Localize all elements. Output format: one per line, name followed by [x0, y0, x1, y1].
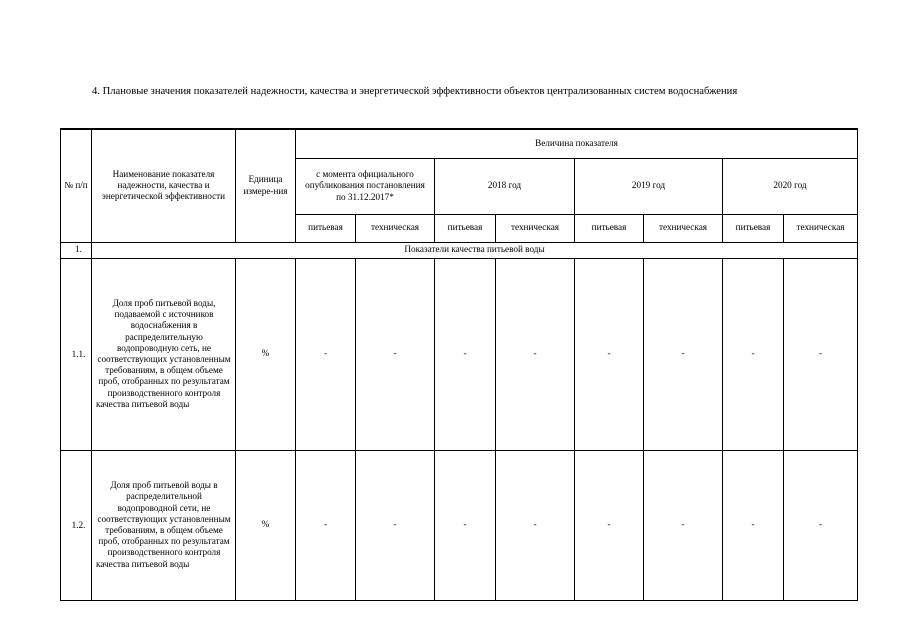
value-cell: - [784, 450, 858, 600]
value-cell: - [723, 450, 784, 600]
section-title: Показатели качества питьевой воды [92, 242, 858, 258]
row-number: 1.1. [61, 258, 92, 450]
value-cell: - [644, 258, 723, 450]
unit-cell: % [236, 450, 296, 600]
subheader-technical: техническая [496, 214, 575, 242]
value-cell: - [784, 258, 858, 450]
value-cell: - [296, 450, 356, 600]
section-number: 1. [61, 242, 92, 258]
header-period-initial: с момента официального опубликования постановления по 31.12.2017* [296, 158, 435, 214]
table-row [61, 450, 858, 600]
value-cell: - [356, 258, 435, 450]
subheader-drinking: питьевая [575, 214, 644, 242]
section-heading: 4. Плановые значения показателей надежности, качества и энергетической эффективности объектов централизованных систем водоснабжения [92, 86, 738, 97]
value-cell: - [575, 258, 644, 450]
header-indicator-name: Наименование показателя надежности, качества и энергетической эффективности [92, 129, 236, 242]
subheader-technical: техническая [644, 214, 723, 242]
header-unit: Единица измере-ния [236, 129, 296, 242]
row-number: 1.2. [61, 450, 92, 600]
indicator-name: Доля проб питьевой воды в распределительной водопроводной сети, не соответствующих установленным требованиям, в общем объеме проб, отобранных по результатам производственного контроля качества питьевой воды [92, 450, 236, 600]
subheader-drinking: питьевая [723, 214, 784, 242]
subheader-technical: техническая [784, 214, 858, 242]
header-period-2020: 2020 год [723, 158, 858, 214]
value-cell: - [356, 450, 435, 600]
indicators-table [60, 128, 858, 601]
unit-cell: % [236, 258, 296, 450]
value-cell: - [435, 258, 496, 450]
value-cell: - [575, 450, 644, 600]
table-row [61, 258, 858, 450]
value-cell: - [435, 450, 496, 600]
value-cell: - [296, 258, 356, 450]
indicator-name: Доля проб питьевой воды, подаваемой с источников водоснабжения в распределительную водопроводную сеть, не соответствующих установленным требованиям, в общем объеме проб, отобранных по результатам производственного контроля качества питьевой воды [92, 258, 236, 450]
header-period-2019: 2019 год [575, 158, 723, 214]
header-period-2018: 2018 год [435, 158, 575, 214]
subheader-drinking: питьевая [296, 214, 356, 242]
header-num: № п/п [61, 129, 92, 242]
subheader-technical: техническая [356, 214, 435, 242]
subheader-drinking: питьевая [435, 214, 496, 242]
value-cell: - [496, 450, 575, 600]
header-value: Величина показателя [296, 129, 858, 158]
value-cell: - [644, 450, 723, 600]
value-cell: - [723, 258, 784, 450]
value-cell: - [496, 258, 575, 450]
